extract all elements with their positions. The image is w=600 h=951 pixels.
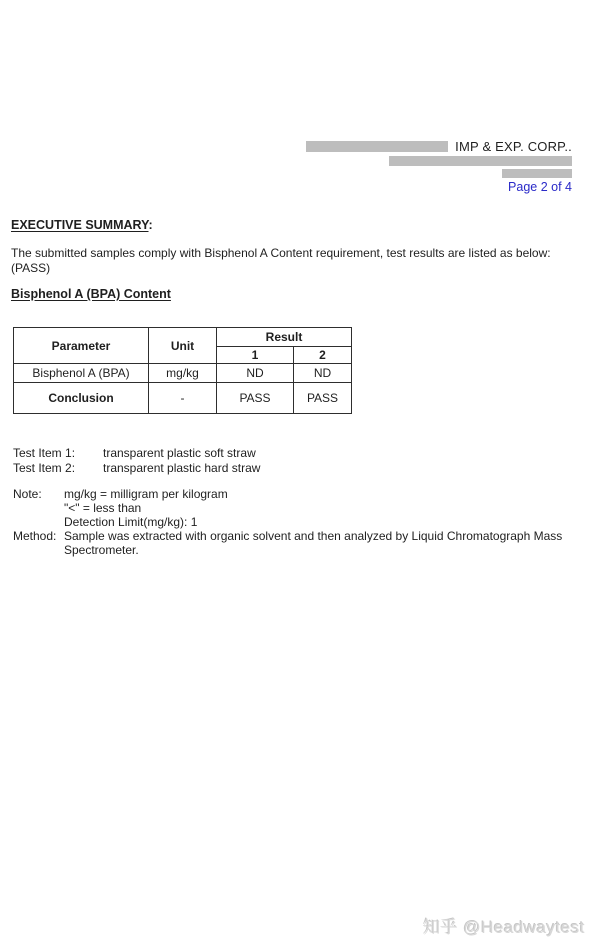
- note-label: Note:: [13, 487, 42, 501]
- bpa-results-table: [13, 327, 352, 414]
- test-item-1: [13, 446, 260, 461]
- redaction-bar-company: [306, 141, 448, 152]
- executive-summary-heading-text: EXECUTIVE SUMMARY: [11, 218, 149, 232]
- notes-block: [13, 487, 562, 557]
- company-name-suffix: IMP & EXP. CORP..: [455, 139, 572, 154]
- table-row-conclusion: [14, 383, 352, 414]
- header-cell-result-1: 1: [217, 347, 294, 364]
- section-heading-text: Bisphenol A (BPA) Content: [11, 287, 171, 301]
- note-row-2: [13, 501, 562, 515]
- redaction-bar-3: [502, 169, 572, 178]
- test-item-2: [13, 461, 260, 476]
- cell-result2-conclusion: PASS: [294, 383, 352, 414]
- cell-result1-bpa: ND: [217, 364, 294, 383]
- cell-unit-bpa: mg/kg: [149, 364, 217, 383]
- watermark: 知乎 @Headwaytest: [423, 918, 585, 937]
- summary-text-line: The submitted samples comply with Bisphenol A Content requirement, test results are listed as below:: [11, 246, 551, 260]
- cell-result1-conclusion: PASS: [217, 383, 294, 414]
- note-row-3: [13, 515, 562, 529]
- redaction-bar-2: [389, 156, 572, 166]
- table-row-bpa: [14, 364, 352, 383]
- header-cell-result-2: 2: [294, 347, 352, 364]
- method-line-2: Spectrometer.: [64, 543, 139, 557]
- note-label-spacer: [13, 515, 64, 529]
- method-label: Method:: [13, 529, 57, 543]
- cell-parameter-conclusion: Conclusion: [14, 383, 149, 414]
- cell-parameter-bpa: Bisphenol A (BPA): [14, 364, 149, 383]
- header-cell-result: Result: [217, 328, 352, 347]
- note-row-1: [13, 487, 562, 501]
- cell-unit-conclusion: -: [149, 383, 217, 414]
- executive-summary-heading-colon: :: [148, 218, 153, 232]
- header-cell-unit: Unit: [149, 328, 217, 364]
- table-header-row: [14, 328, 352, 347]
- method-row-2: [13, 543, 562, 557]
- test-items-list: [13, 446, 260, 476]
- test-item-1-label: Test Item 1:: [13, 446, 76, 460]
- executive-summary-heading: [11, 218, 153, 232]
- test-item-1-description: transparent plastic soft straw: [103, 446, 256, 460]
- note-line-1: mg/kg = milligram per kilogram: [64, 487, 228, 501]
- method-row-1: [13, 529, 562, 543]
- cell-result2-bpa: ND: [294, 364, 352, 383]
- note-line-3: Detection Limit(mg/kg): 1: [64, 515, 198, 529]
- note-label-spacer: [13, 501, 64, 515]
- test-item-2-description: transparent plastic hard straw: [103, 461, 261, 475]
- note-line-2: "<" = less than: [64, 501, 142, 515]
- method-line-1: Sample was extracted with organic solvent and then analyzed by Liquid Chromatograph Mass: [64, 529, 563, 543]
- report-header-line: [306, 139, 572, 154]
- header-cell-parameter: Parameter: [14, 328, 149, 364]
- summary-pass-line: (PASS): [11, 260, 51, 275]
- test-item-2-label: Test Item 2:: [13, 461, 76, 475]
- section-heading-bpa-content: [11, 287, 171, 301]
- method-label-spacer: [13, 543, 64, 557]
- page-indicator: Page 2 of 4: [508, 180, 572, 194]
- summary-paragraph: [11, 246, 551, 275]
